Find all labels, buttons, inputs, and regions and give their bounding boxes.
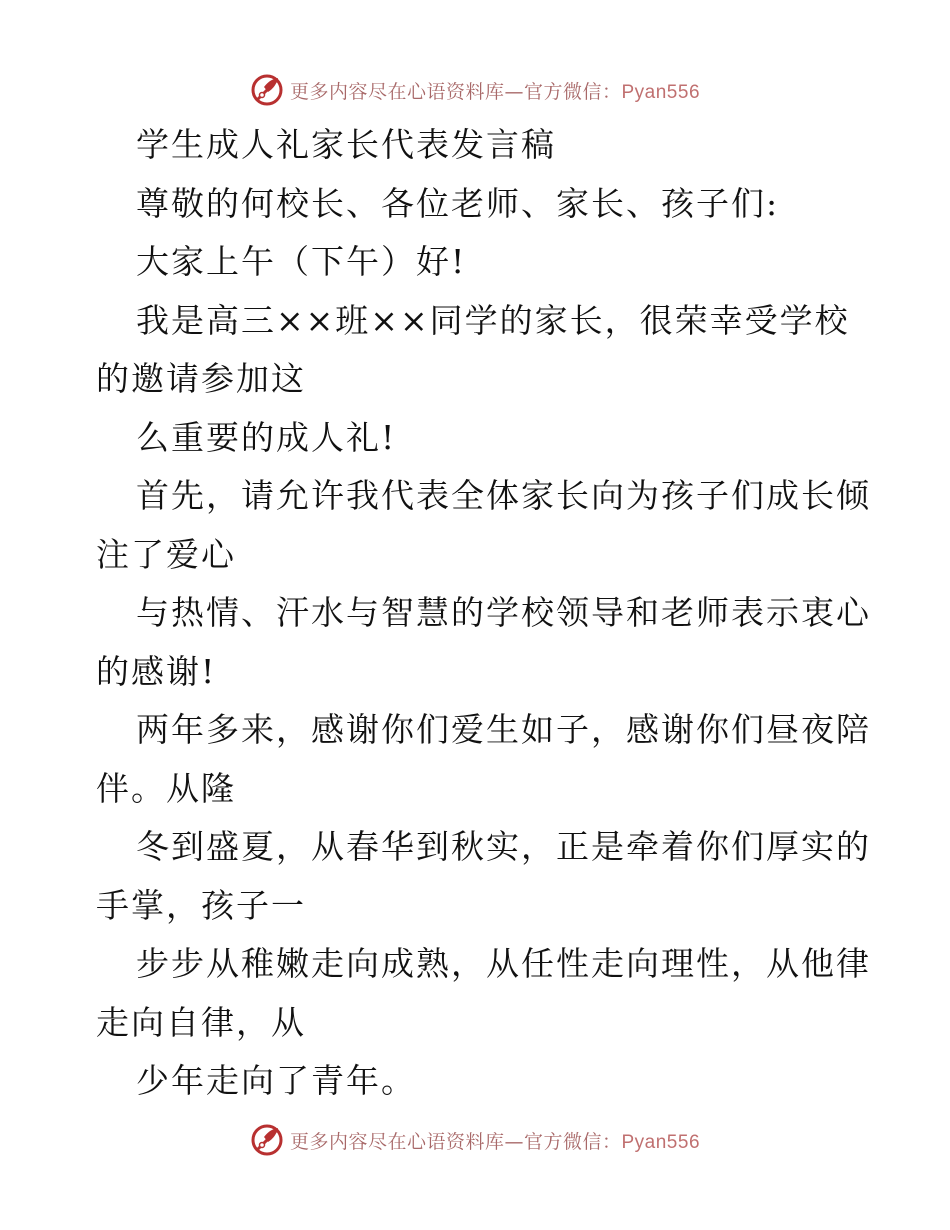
document-line: 我是高三××班××同学的家长，很荣幸受学校 [136, 300, 850, 340]
document-line: 走向自律，从 [96, 1002, 306, 1042]
banner-inner [250, 1123, 700, 1157]
wechat-id: Pyan556 [621, 81, 701, 103]
banner-inner [250, 73, 700, 107]
document-line: 步步从稚嫩走向成熟，从任性走向理性，从他律 [136, 944, 871, 983]
document-line: 注了爱心 [96, 534, 236, 574]
banner-label: 更多内容尽在心语资料库—官方微信： [289, 80, 622, 103]
quill-logo-icon [250, 73, 284, 107]
document-body [96, 116, 871, 1111]
banner-label: 更多内容尽在心语资料库—官方微信： [289, 1130, 622, 1153]
document-line: 少年走向了青年。 [136, 1061, 416, 1100]
document-line: 尊敬的何校长、各位老师、家长、孩子们: [136, 183, 780, 223]
document-line: 么重要的成人礼! [136, 417, 397, 457]
banner-text [290, 77, 700, 104]
banner-text [290, 1127, 700, 1154]
document-line: 手掌，孩子一 [96, 885, 306, 925]
document-line: 冬到盛夏，从春华到秋实，正是牵着你们厚实的 [136, 827, 871, 866]
document-line: 大家上午（下午）好! [136, 242, 467, 281]
document-line: 学生成人礼家长代表发言稿 [136, 125, 556, 164]
document-line: 伴。从隆 [96, 768, 236, 808]
document-line: 与热情、汗水与智慧的学校领导和老师表示衷心 [136, 593, 871, 632]
document-line: 首先，请允许我代表全体家长向为孩子们成长倾 [136, 476, 871, 515]
footer-banner [0, 1120, 950, 1160]
document-line: 的感谢! [96, 651, 217, 691]
document-line: 两年多来，感谢你们爱生如子，感谢你们昼夜陪 [136, 710, 871, 749]
document-line: 的邀请参加这 [96, 359, 306, 398]
wechat-id: Pyan556 [621, 1131, 701, 1153]
header-banner [0, 70, 950, 110]
quill-logo-icon [250, 1123, 284, 1157]
